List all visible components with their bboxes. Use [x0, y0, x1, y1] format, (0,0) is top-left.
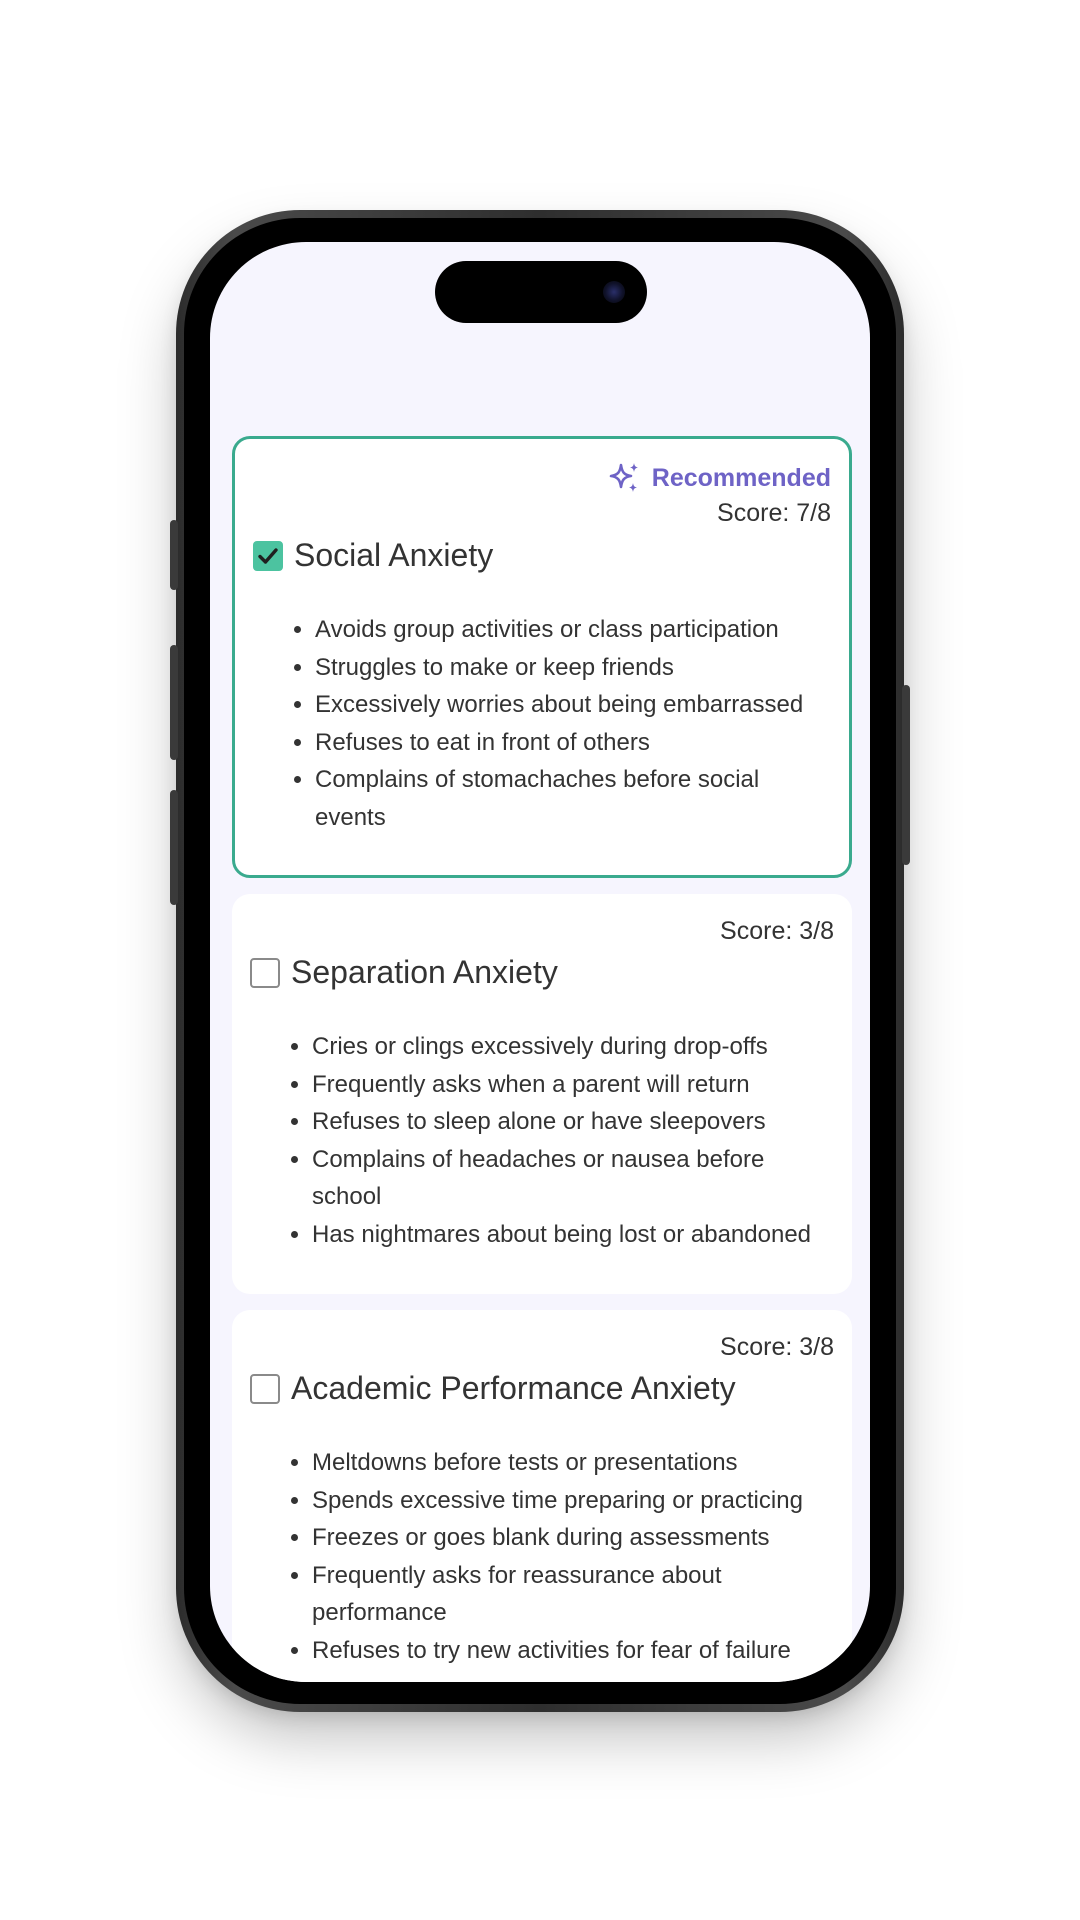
- card-title: Academic Performance Anxiety: [291, 1370, 736, 1406]
- volume-up-button: [170, 645, 178, 760]
- symptom-list: [279, 611, 831, 836]
- title-row: [250, 954, 558, 991]
- symptom-item: • Has nightmares about being lost or abandoned: [312, 1216, 834, 1254]
- checkbox-separation-anxiety[interactable]: [250, 958, 280, 988]
- symptom-item: • Avoids group activities or class participation: [315, 611, 831, 649]
- title-row: [253, 537, 493, 574]
- title-row: [250, 1370, 736, 1407]
- symptom-item: • Frequently asks for reassurance about performance: [312, 1557, 834, 1632]
- symptom-item: • Freezes or goes blank during assessments: [312, 1519, 834, 1557]
- recommended-badge: [608, 461, 831, 495]
- volume-down-button: [170, 790, 178, 905]
- checkbox-social-anxiety[interactable]: [253, 541, 283, 571]
- power-button: [902, 685, 910, 865]
- checkbox-academic-performance-anxiety[interactable]: [250, 1374, 280, 1404]
- symptom-item: • Refuses to sleep alone or have sleepovers: [312, 1103, 834, 1141]
- symptom-list: [276, 1444, 834, 1669]
- action-button: [170, 520, 178, 590]
- option-card-separation-anxiety[interactable]: [232, 894, 852, 1294]
- card-title: Separation Anxiety: [291, 954, 558, 990]
- score-label: Score: 3/8: [720, 1333, 834, 1361]
- symptom-item: • Refuses to try new activities for fear of failure: [312, 1632, 834, 1670]
- symptom-item: • Frequently asks when a parent will return: [312, 1066, 834, 1104]
- symptom-list: [276, 1028, 834, 1253]
- symptom-item: • Cries or clings excessively during drop-offs: [312, 1028, 834, 1066]
- card-title: Social Anxiety: [294, 537, 494, 573]
- dynamic-island: [435, 261, 647, 323]
- score-label: Score: 3/8: [720, 917, 834, 945]
- recommended-label: Recommended: [651, 463, 831, 492]
- sparkle-icon: [608, 461, 642, 495]
- symptom-item: • Refuses to eat in front of others: [315, 724, 831, 762]
- symptom-item: • Struggles to make or keep friends: [315, 649, 831, 687]
- checkmark-icon: [257, 545, 279, 567]
- screen: [210, 242, 870, 1682]
- score-label: Score: 7/8: [717, 499, 831, 527]
- symptom-item: • Complains of stomachaches before social events: [315, 761, 831, 836]
- symptom-item: • Excessively worries about being embarrassed: [315, 686, 831, 724]
- symptom-item: • Meltdowns before tests or presentations: [312, 1444, 834, 1482]
- option-card-social-anxiety[interactable]: [232, 436, 852, 878]
- front-camera-icon: [603, 281, 625, 303]
- option-card-academic-performance-anxiety[interactable]: [232, 1310, 852, 1682]
- symptom-item: • Spends excessive time preparing or practicing: [312, 1482, 834, 1520]
- symptom-item: • Complains of headaches or nausea before school: [312, 1141, 834, 1216]
